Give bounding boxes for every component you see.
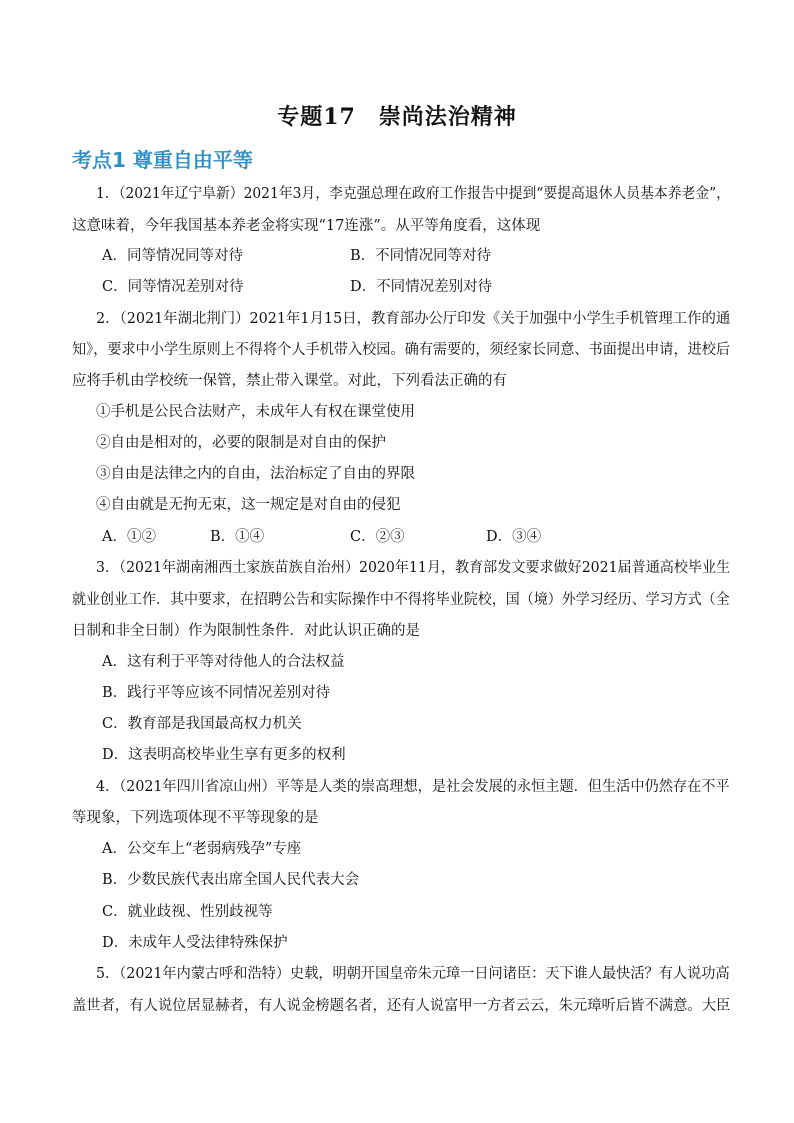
question-3-line-2: 就业创业工作．其中要求，在招聘公告和实际操作中不得将毕业院校，国（境）外学习经历、学习方式（全 — [72, 592, 730, 608]
question-2-statement-2: ②自由是相对的，必要的限制是对自由的保护 — [96, 435, 386, 451]
question-4-option-c: C．就业歧视、性别歧视等 — [102, 904, 273, 920]
question-1-option-c: C．同等情况差别对待 — [102, 279, 244, 295]
question-2-option-d: D．③④ — [486, 529, 542, 545]
question-4-option-d: D．未成年人受法律特殊保护 — [102, 935, 288, 951]
question-4-line-2: 等现象，下列选项体现不平等现象的是 — [72, 810, 319, 826]
question-3-line-3: 日制和非全日制）作为限制性条件．对此认识正确的是 — [72, 623, 420, 639]
question-3-option-b: B．践行平等应该不同情况差别对待 — [102, 685, 331, 701]
question-2-option-a: A．①② — [102, 529, 156, 545]
question-2-option-c: C．②③ — [350, 529, 405, 545]
question-1-line-2: 这意味着，今年我国基本养老金将实现“17连涨”。从平等角度看，这体现 — [72, 218, 541, 234]
question-1-line-1: 1．（2021年辽宁阜新）2021年3月，李克强总理在政府工作报告中提到“要提高退休人员基本养老金”， — [96, 186, 731, 202]
question-4-option-b: B．少数民族代表出席全国人民代表大会 — [102, 872, 360, 888]
question-1-option-a: A．同等情况同等对待 — [102, 248, 243, 264]
question-2-line-2: 知》，要求中小学生原则上不得将个人手机带入校园。确有需要的，须经家长同意、书面提出申请，进校后 — [72, 342, 731, 358]
question-2-line-1: 2．（2021年湖北荆门）2021年1月15日，教育部办公厅印发《关于加强中小学生手机管理工作的通 — [96, 311, 731, 327]
question-3-line-1: 3．（2021年湖南湘西土家族苗族自治州）2020年11月，教育部发文要求做好2021届普通高校毕业生 — [96, 560, 731, 576]
page-title: 专题17 崇尚法治精神 — [277, 104, 517, 130]
question-2-statement-4: ④自由就是无拘无束，这一规定是对自由的侵犯 — [96, 497, 401, 513]
question-5-line-1: 5．（2021年内蒙古呼和浩特）史载，明朝开国皇帝朱元璋一日问诸臣：天下谁人最快活？有人说功高 — [96, 966, 730, 982]
question-3-option-a: A．这有利于平等对待他人的合法权益 — [102, 654, 345, 670]
question-2-statement-1: ①手机是公民合法财产，未成年人有权在课堂使用 — [96, 404, 415, 420]
question-2-statement-3: ③自由是法律之内的自由，法治标定了自由的界限 — [96, 466, 415, 482]
question-5-line-2: 盖世者，有人说位居显赫者，有人说金榜题名者，还有人说富甲一方者云云，朱元璋听后皆不满意。大臣 — [72, 998, 731, 1014]
question-1-option-b: B．不同情况同等对待 — [350, 248, 492, 264]
question-2-option-b: B．①④ — [210, 529, 265, 545]
section-heading: 考点1 尊重自由平等 — [72, 148, 253, 172]
question-4-option-a: A．公交车上“老弱病残孕”专座 — [102, 841, 302, 857]
question-3-option-d: D．这表明高校毕业生享有更多的权利 — [102, 747, 346, 763]
question-2-line-3: 应将手机由学校统一保管，禁止带入课堂。对此，下列看法正确的有 — [72, 373, 507, 389]
question-1-option-d: D．不同情况差别对待 — [350, 279, 493, 295]
question-3-option-c: C．教育部是我国最高权力机关 — [102, 716, 302, 732]
question-4-line-1: 4．（2021年四川省凉山州）平等是人类的崇高理想，是社会发展的永恒主题．但生活中仍然存在不平 — [96, 779, 730, 795]
